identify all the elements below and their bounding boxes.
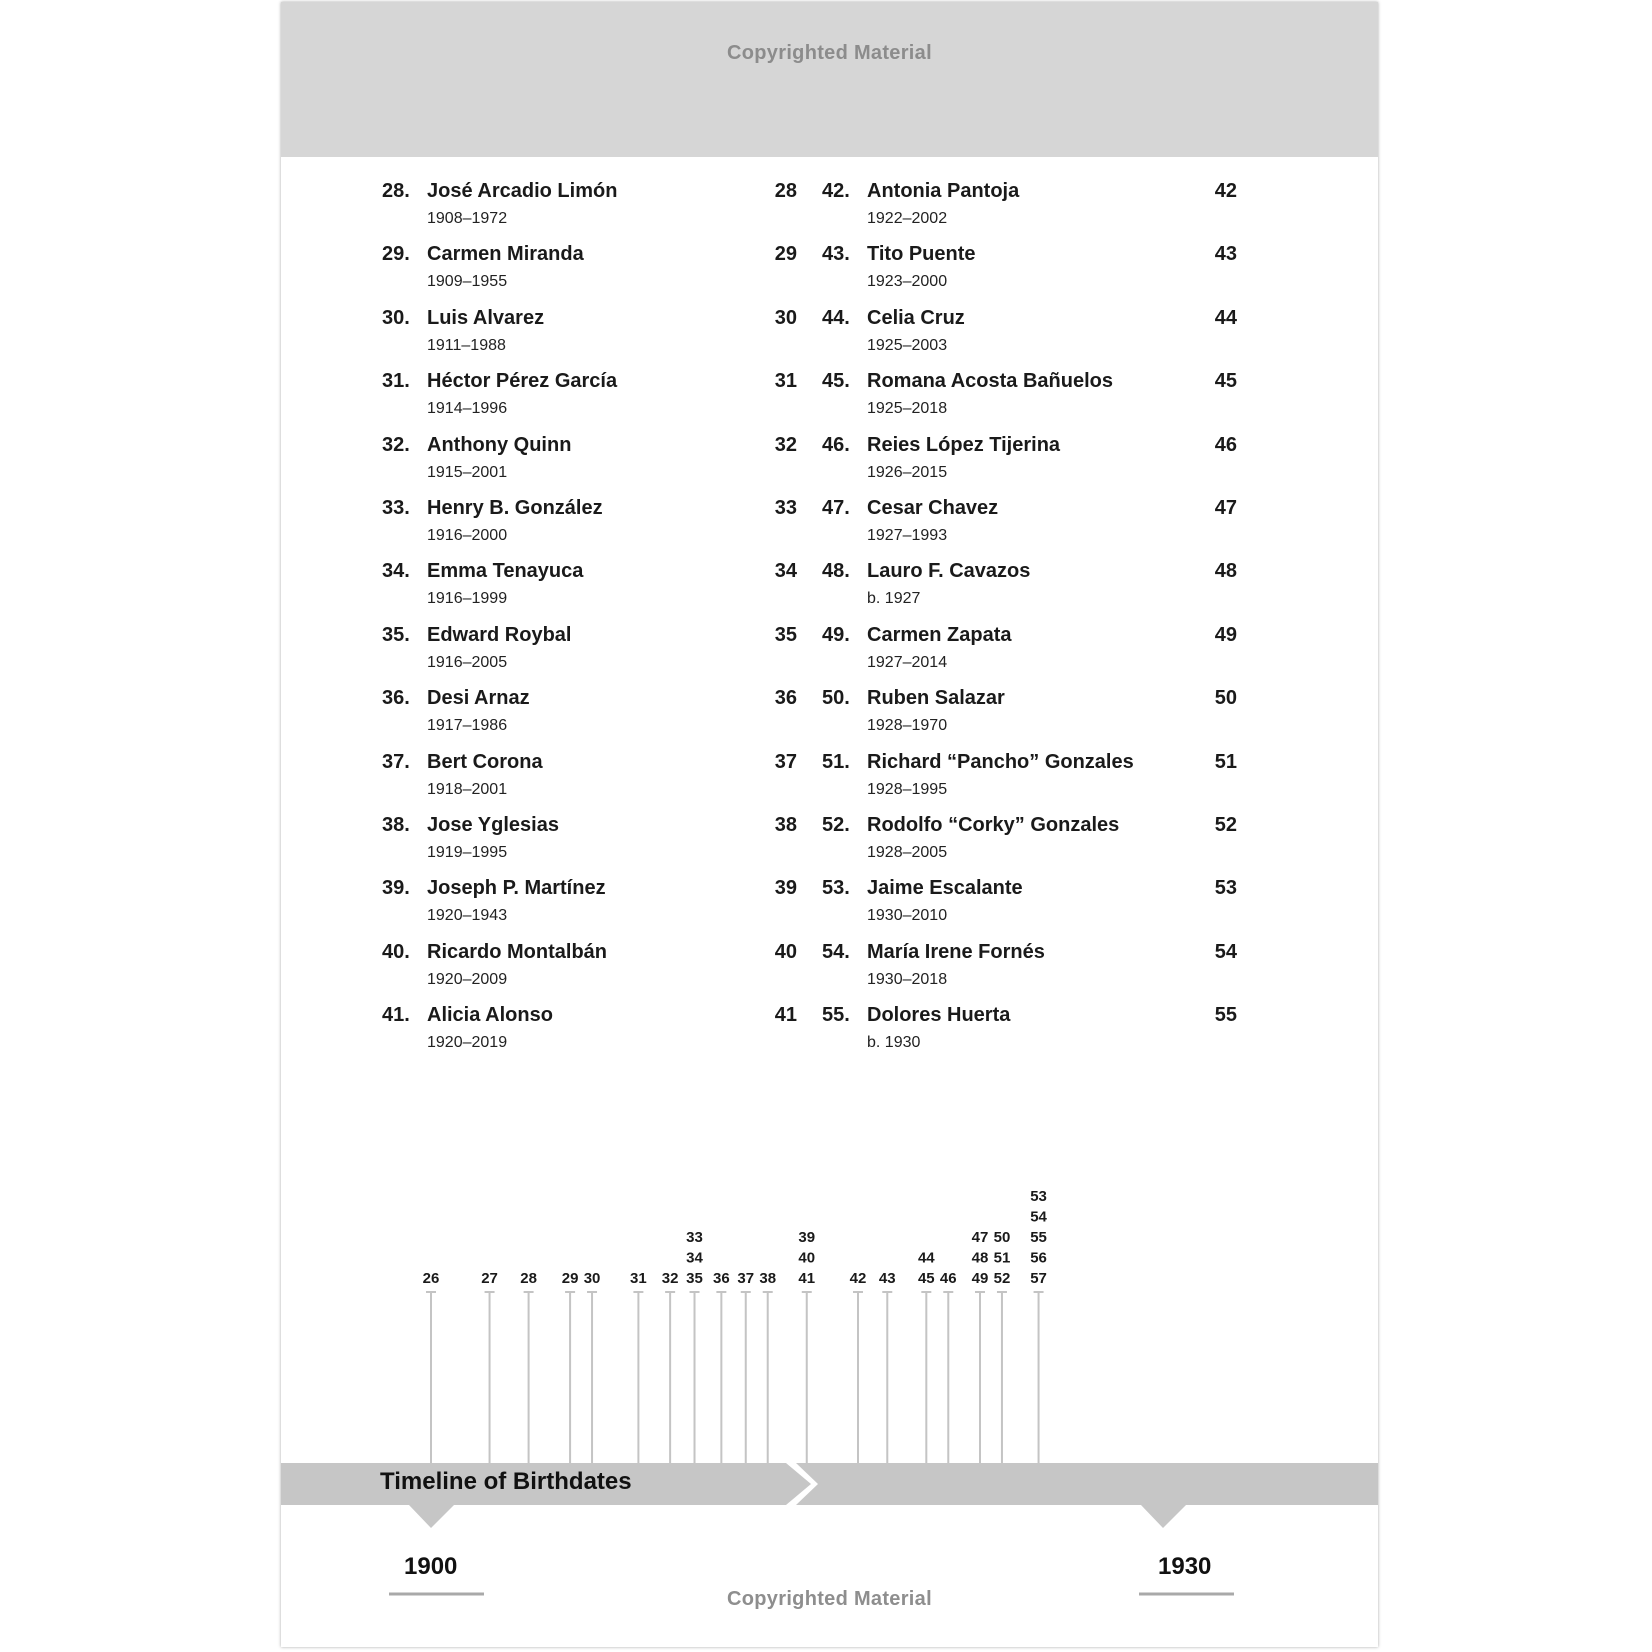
entry-name: Richard “Pancho” Gonzales (867, 750, 1134, 773)
copyright-notice-bottom: Copyrighted Material (727, 1588, 932, 1610)
timeline-marker-label: 41 (798, 1270, 816, 1287)
timeline-marker-label: 46 (939, 1270, 957, 1287)
timeline-chart (281, 2, 1378, 1647)
entry-number: 44. (822, 306, 850, 329)
entry-name: José Arcadio Limón (427, 180, 618, 202)
entry-page-number: 50 (1214, 687, 1237, 710)
entry-name: Bert Corona (427, 750, 543, 773)
entry-dates: 1928–1970 (867, 717, 948, 735)
entry-number: 34. (382, 560, 410, 583)
entry-number: 35. (382, 623, 410, 646)
copyright-notice-top: Copyrighted Material (727, 42, 932, 64)
entry-page-number: 48 (1214, 560, 1237, 583)
entry-page-number: 28 (774, 180, 797, 202)
entry-page-number: 53 (1214, 877, 1237, 900)
entry-dates: 1920–2009 (427, 970, 508, 988)
start-year-pointer (409, 1505, 454, 1528)
entry-page-number: 43 (1214, 243, 1237, 266)
timeline-marker-label: 30 (583, 1270, 601, 1287)
entry-number: 30. (382, 306, 410, 329)
entry-name: Héctor Pérez García (427, 370, 618, 393)
timeline-marker-label: 36 (713, 1270, 730, 1287)
entry-dates: 1916–2005 (427, 653, 508, 671)
timeline-marker-label: 27 (481, 1270, 498, 1287)
timeline-marker-label: 44 (917, 1249, 935, 1267)
entry-dates: 1920–2019 (427, 1034, 508, 1052)
entry-page-number: 52 (1214, 813, 1237, 836)
entry-dates: 1908–1972 (427, 210, 508, 227)
entry-page-number: 47 (1214, 496, 1237, 519)
entry-name: Emma Tenayuca (427, 560, 584, 583)
entry-dates: 1914–1996 (427, 400, 508, 418)
start-year-label: 1900 (404, 1553, 458, 1580)
entry-number: 54. (822, 940, 850, 963)
entry-page-number: 33 (774, 496, 797, 519)
entry-dates: 1927–1993 (867, 526, 948, 544)
entry-dates: 1926–2015 (867, 463, 948, 481)
entry-dates: b. 1930 (867, 1034, 921, 1052)
entry-name: Luis Alvarez (427, 306, 545, 329)
entry-page-number: 32 (774, 433, 797, 456)
entry-number: 36. (382, 687, 410, 710)
timeline-marker-label: 49 (971, 1270, 989, 1287)
entry-name: Edward Roybal (427, 623, 572, 646)
timeline-marker-label: 45 (917, 1270, 935, 1287)
entry-page-number: 44 (1214, 306, 1237, 329)
timeline-marker-label: 56 (1030, 1249, 1047, 1267)
timeline-marker-label: 54 (1030, 1208, 1047, 1226)
entry-page-number: 41 (774, 1004, 797, 1027)
timeline-marker-label: 28 (520, 1270, 537, 1287)
entry-page-number: 40 (774, 940, 797, 963)
timeline-marker-label: 48 (971, 1249, 989, 1267)
entry-name: Lauro F. Cavazos (867, 560, 1031, 583)
timeline-marker-label: 26 (422, 1270, 440, 1287)
entry-page-number: 49 (1214, 623, 1237, 646)
entry-dates: 1917–1986 (427, 717, 508, 735)
entry-page-number: 51 (1214, 750, 1237, 773)
entry-name: Tito Puente (867, 243, 976, 266)
entry-name: Celia Cruz (867, 306, 965, 329)
timeline-marker-label: 55 (1030, 1229, 1047, 1246)
entry-number: 49. (822, 623, 850, 646)
entry-number: 40. (382, 940, 410, 963)
entry-dates: 1918–2001 (427, 780, 508, 798)
entry-number: 31. (382, 370, 410, 393)
entry-dates: 1920–1943 (427, 907, 508, 925)
entry-dates: 1930–2018 (867, 970, 948, 988)
entry-number: 28. (382, 180, 410, 202)
entry-number: 48. (822, 560, 850, 583)
entry-number: 46. (822, 433, 850, 456)
entry-name: Alicia Alonso (427, 1004, 553, 1027)
entry-page-number: 46 (1214, 433, 1237, 456)
entry-dates: b. 1927 (867, 590, 921, 608)
entry-name: Jose Yglesias (427, 813, 559, 836)
entry-name: Ruben Salazar (867, 687, 1005, 710)
entry-name: Jaime Escalante (867, 877, 1023, 900)
entry-dates: 1911–1988 (427, 336, 506, 354)
timeline-marker-label: 39 (798, 1229, 816, 1246)
timeline-marker-label: 43 (878, 1270, 896, 1287)
entry-page-number: 45 (1214, 370, 1237, 393)
entry-name: Carmen Miranda (427, 243, 584, 266)
timeline-marker-label: 42 (849, 1270, 867, 1287)
entry-name: Cesar Chavez (867, 496, 999, 519)
entry-dates: 1916–1999 (427, 590, 508, 608)
entry-name: Joseph P. Martínez (427, 877, 606, 900)
entry-dates: 1922–2002 (867, 210, 948, 227)
end-year-label: 1930 (1158, 1553, 1212, 1580)
entry-number: 55. (822, 1004, 850, 1027)
entry-number: 47. (822, 496, 850, 519)
book-page (281, 2, 1378, 1647)
entry-page-number: 38 (774, 813, 797, 836)
timeline-marker-label: 57 (1030, 1270, 1047, 1287)
entry-dates: 1928–2005 (867, 843, 948, 861)
timeline-marker-label: 33 (686, 1229, 703, 1246)
entry-page-number: 29 (774, 243, 797, 266)
timeline-marker-label: 51 (993, 1249, 1011, 1267)
entry-number: 41. (382, 1004, 410, 1027)
entry-name: Reies López Tijerina (867, 433, 1061, 456)
entry-page-number: 34 (774, 560, 797, 583)
entry-number: 45. (822, 370, 850, 393)
entry-name: Dolores Huerta (867, 1004, 1011, 1027)
entry-page-number: 36 (774, 687, 797, 710)
entry-number: 29. (382, 243, 410, 266)
entry-dates: 1915–2001 (427, 463, 508, 481)
timeline-marker-label: 53 (1030, 1188, 1047, 1205)
entry-number: 43. (822, 243, 850, 266)
entry-dates: 1927–2014 (867, 653, 948, 671)
timeline-marker-label: 31 (630, 1270, 647, 1287)
entry-name: Anthony Quinn (427, 433, 572, 456)
entry-page-number: 30 (774, 306, 797, 329)
entry-number: 52. (822, 813, 850, 836)
entry-dates: 1925–2003 (867, 336, 948, 354)
timeline-marker-label: 47 (971, 1229, 989, 1246)
entry-name: Romana Acosta Bañuelos (867, 370, 1113, 393)
entry-number: 53. (822, 877, 850, 900)
timeline-marker-label: 37 (737, 1270, 755, 1287)
timeline-marker-label: 29 (561, 1270, 579, 1287)
entry-number: 39. (382, 877, 410, 900)
timeline-marker-label: 38 (759, 1270, 777, 1287)
timeline-title: Timeline of Birthdates (380, 1468, 632, 1495)
entry-name: Ricardo Montalbán (427, 940, 608, 963)
entry-dates: 1909–1955 (427, 273, 508, 291)
entry-page-number: 35 (774, 623, 797, 646)
entry-page-number: 54 (1214, 940, 1237, 963)
entry-dates: 1916–2000 (427, 526, 508, 544)
timeline-marker-label: 50 (993, 1229, 1011, 1246)
entry-dates: 1923–2000 (867, 273, 948, 291)
entry-number: 37. (382, 750, 410, 773)
timeline-marker-label: 34 (686, 1249, 703, 1267)
entry-dates: 1930–2010 (867, 907, 948, 925)
entry-name: Desi Arnaz (427, 687, 530, 710)
entry-name: Henry B. González (427, 496, 603, 519)
entry-number: 42. (822, 180, 850, 202)
entry-name: María Irene Fornés (867, 940, 1045, 963)
timeline-marker-label: 52 (993, 1270, 1011, 1287)
entry-page-number: 39 (774, 877, 797, 900)
entry-number: 32. (382, 433, 410, 456)
entry-number: 51. (822, 750, 850, 773)
entry-dates: 1925–2018 (867, 400, 948, 418)
entry-dates: 1919–1995 (427, 843, 508, 861)
entry-number: 50. (822, 687, 850, 710)
end-year-pointer (1141, 1505, 1186, 1528)
entry-page-number: 55 (1214, 1004, 1237, 1027)
entry-number: 38. (382, 813, 410, 836)
entry-page-number: 31 (774, 370, 797, 393)
timeline-marker-label: 35 (686, 1270, 703, 1287)
timeline-band-right (796, 1463, 1378, 1505)
entry-page-number: 42 (1214, 180, 1237, 202)
entry-page-number: 37 (774, 750, 797, 773)
timeline-marker-label: 32 (661, 1270, 679, 1287)
timeline-marker-label: 40 (798, 1249, 816, 1267)
entry-name: Rodolfo “Corky” Gonzales (867, 813, 1120, 836)
entry-name: Carmen Zapata (867, 623, 1012, 646)
entry-number: 33. (382, 496, 410, 519)
entry-dates: 1928–1995 (867, 780, 948, 798)
entry-name: Antonia Pantoja (867, 180, 1020, 202)
